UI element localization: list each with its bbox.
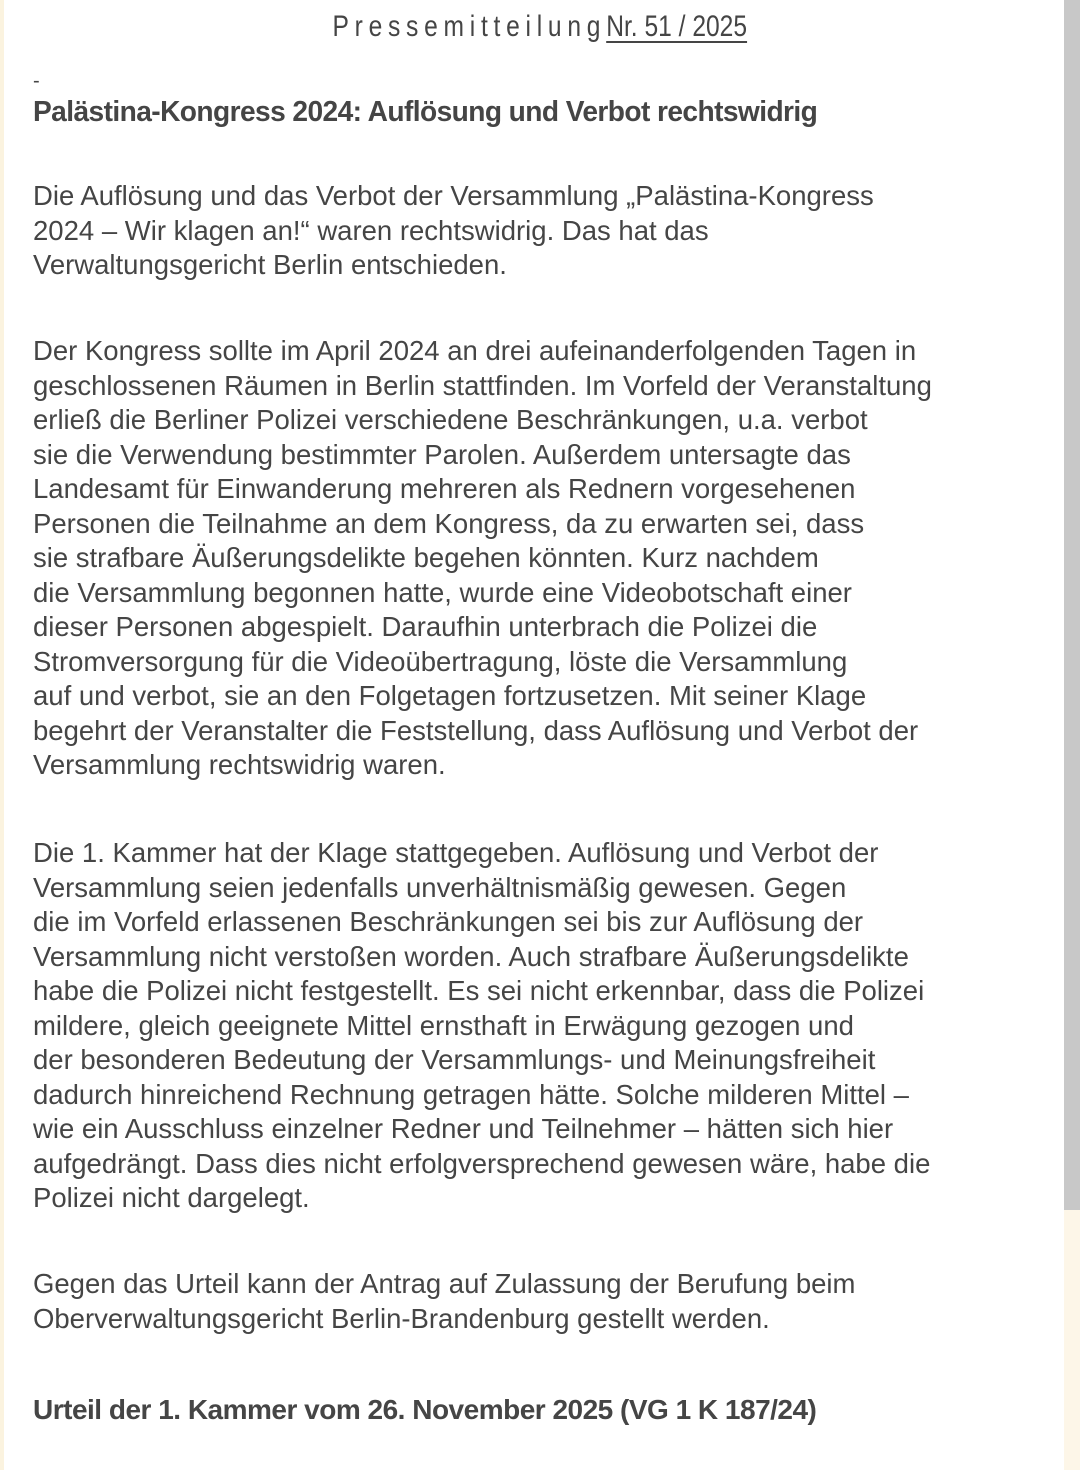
judgment-reference: Urteil der 1. Kammer vom 26. November 2025 (VG 1 K 187/24) [33, 1394, 817, 1425]
text-line: die im Vorfeld erlassenen Beschränkungen sei bis zur Auflösung der [33, 906, 864, 937]
press-release-title [0, 10, 1080, 44]
paragraph-4 [33, 1267, 855, 1336]
text-line: Oberverwaltungsgericht Berlin-Brandenburg gestellt werden. [33, 1302, 770, 1334]
text-line: begehrt der Veranstalter die Feststellung, dass Auflösung und Verbot der [33, 714, 919, 746]
text-line: Landesamt für Einwanderung mehreren als Rednern vorgesehenen [33, 473, 856, 504]
title-number: Nr. 51 / 2025 [606, 10, 748, 43]
text-line: Die 1. Kammer hat der Klage stattgegeben. Auflösung und Verbot der [33, 837, 879, 868]
paragraph-3 [33, 836, 930, 1216]
title-word: Pressemitteilung [332, 10, 607, 43]
text-line: Gegen das Urteil kann der Antrag auf Zulassung der Berufung beim [33, 1268, 856, 1299]
text-line: Die Auflösung und das Verbot der Versammlung „Palästina-Kongress [33, 180, 874, 211]
text-line: habe die Polizei nicht festgestellt. Es sei nicht erkennbar, dass die Polizei [33, 975, 925, 1006]
text-line: dadurch hinreichend Rechnung getragen hätte. Solche milderen Mittel – [33, 1078, 909, 1110]
text-line: geschlossenen Räumen in Berlin stattfinden. Im Vorfeld der Veranstaltung [33, 369, 932, 401]
text-line: 2024 – Wir klagen an!“ waren rechtswidrig. Das hat das [33, 214, 709, 246]
left-border [0, 0, 4, 1470]
text-line: Versammlung rechtswidrig waren. [33, 749, 446, 780]
text-line: erließ die Berliner Polizei verschiedene Beschränkungen, u.a. verbot [33, 404, 868, 435]
text-line: die Versammlung begonnen hatte, wurde eine Videobotschaft einer [33, 576, 852, 608]
text-line: auf und verbot, sie an den Folgetagen fortzusetzen. Mit seiner Klage [33, 680, 867, 711]
paragraph-2 [33, 334, 932, 783]
headline: Palästina-Kongress 2024: Auflösung und Verbot rechtswidrig [33, 96, 818, 128]
text-line: mildere, gleich geeignete Mittel ernsthaft in Erwägung gezogen und [33, 1009, 854, 1041]
scrollbar-thumb[interactable] [1064, 0, 1080, 1210]
text-line: Versammlung nicht verstoßen worden. Auch strafbare Äußerungsdelikte [33, 940, 909, 972]
text-line: Versammlung seien jedenfalls unverhältnismäßig gewesen. Gegen [33, 871, 847, 903]
text-line: Stromversorgung für die Videoübertragung, löste die Versammlung [33, 645, 848, 677]
text-line: wie ein Ausschluss einzelner Redner und Teilnehmer – hätten sich hier [33, 1113, 894, 1144]
text-line: sie strafbare Äußerungsdelikte begehen könnten. Kurz nachdem [33, 542, 819, 573]
paragraph-1 [33, 179, 874, 283]
text-line: Polizei nicht dargelegt. [33, 1182, 310, 1213]
text-line: Personen die Teilnahme an dem Kongress, da zu erwarten sei, dass [33, 507, 865, 539]
text-line: Der Kongress sollte im April 2024 an drei aufeinanderfolgenden Tagen in [33, 335, 917, 366]
text-line: dieser Personen abgespielt. Daraufhin unterbrach die Polizei die [33, 611, 818, 642]
text-line: der besonderen Bedeutung der Versammlungs- und Meinungsfreiheit [33, 1044, 876, 1075]
text-line: sie die Verwendung bestimmter Parolen. Außerdem untersagte das [33, 438, 851, 470]
text-line: Verwaltungsgericht Berlin entschieden. [33, 249, 507, 280]
dash: - [33, 70, 40, 92]
text-line: aufgedrängt. Dass dies nicht erfolgversprechend gewesen wäre, habe die [33, 1147, 931, 1179]
